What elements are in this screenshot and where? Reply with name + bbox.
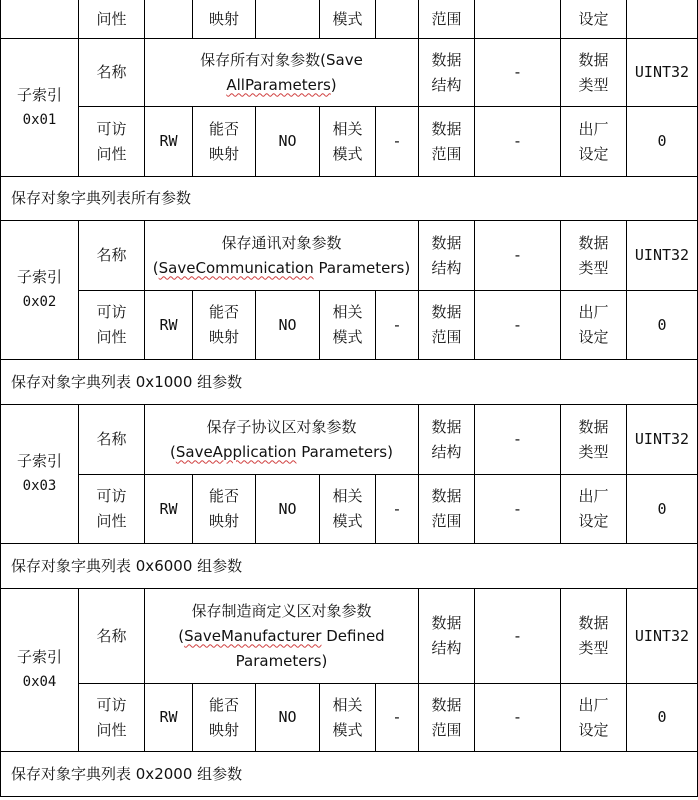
access-label: 可访 问性 <box>79 107 145 177</box>
access-label: 问性 <box>79 0 145 39</box>
object-name: 保存通讯对象参数 (SaveCommunication Parameters) <box>145 221 419 291</box>
default-label: 出厂 设定 <box>561 684 627 752</box>
mode-label: 相关 模式 <box>320 684 376 752</box>
subindex-value: 0x01 <box>22 111 57 128</box>
mode-label: 相关 模式 <box>320 107 376 177</box>
entry-0x04-attr-row <box>1 684 698 752</box>
mapping-label: 能否 映射 <box>193 107 256 177</box>
data-type-value: UINT32 <box>627 39 698 107</box>
data-structure-label: 数据 结构 <box>419 39 475 107</box>
data-structure-value: - <box>475 405 561 475</box>
entry-0x02-attr-row <box>1 291 698 360</box>
default-value: 0 <box>627 107 698 177</box>
data-structure-value: - <box>475 221 561 291</box>
subindex-label: 子索引 <box>16 452 62 470</box>
data-type-label: 数据 类型 <box>561 221 627 291</box>
mapping-value: NO <box>256 107 320 177</box>
entry-0x01-name-row <box>1 39 698 107</box>
range-value: - <box>475 291 561 360</box>
object-name-en: SaveCommunication <box>158 258 314 277</box>
mode-value: - <box>376 684 419 752</box>
data-type-label: 数据 类型 <box>561 589 627 684</box>
mapping-label: 映射 <box>193 0 256 39</box>
name-label: 名称 <box>79 589 145 684</box>
object-name: 保存制造商定义区对象参数 (SaveManufacturer Defined Parameters) <box>145 589 419 684</box>
mode-value: - <box>376 107 419 177</box>
range-label: 数据 范围 <box>419 684 475 752</box>
entry-0x02-description-row <box>1 360 698 405</box>
range-label: 数据 范围 <box>419 475 475 544</box>
entry-description: 保存对象字典列表 0x6000 组参数 <box>1 544 698 589</box>
range-value: - <box>475 107 561 177</box>
object-name-line1: 保存子协议区对象参数 <box>206 417 357 436</box>
entry-0x02-name-row <box>1 221 698 291</box>
data-type-value: UINT32 <box>627 589 698 684</box>
subindex-value: 0x03 <box>22 478 57 494</box>
entry-description: 保存对象字典列表 0x2000 组参数 <box>1 752 698 797</box>
mode-value: - <box>376 291 419 360</box>
object-name-line3: Parameters) <box>235 651 328 670</box>
entry-0x01-attr-row <box>1 107 698 177</box>
entry-0x04-description-row <box>1 752 698 797</box>
data-type-label: 数据 类型 <box>561 39 627 107</box>
range-label: 数据 范围 <box>419 107 475 177</box>
object-name <box>145 39 419 107</box>
object-name-suffix: Parameters) <box>296 442 393 461</box>
subindex-label: 子索引 <box>16 648 62 666</box>
default-value: 0 <box>627 291 698 360</box>
mapping-value: NO <box>256 684 320 752</box>
table-row-top-partial <box>1 0 698 39</box>
subindex-label: 子索引 <box>16 268 62 286</box>
access-label: 可访 问性 <box>79 475 145 544</box>
subindex-cell <box>1 39 79 177</box>
data-structure-label: 数据 结构 <box>419 221 475 291</box>
entry-0x04-name-row <box>1 589 698 684</box>
subindex-value: 0x02 <box>22 294 57 310</box>
mapping-label: 能否 映射 <box>193 291 256 360</box>
object-name-suffix: ) <box>330 75 337 94</box>
entry-0x03-name-row <box>1 405 698 475</box>
mode-label: 相关 模式 <box>320 291 376 360</box>
subindex-label: 子索引 <box>16 85 62 104</box>
mapping-value: NO <box>256 291 320 360</box>
data-type-value: UINT32 <box>627 405 698 475</box>
default-label: 设定 <box>561 0 627 39</box>
range-value: - <box>475 684 561 752</box>
default-value: 0 <box>627 475 698 544</box>
data-type-label: 数据 类型 <box>561 405 627 475</box>
object-name-line1: 保存所有对象参数(Save <box>200 50 363 69</box>
mode-value: - <box>376 475 419 544</box>
data-structure-label: 数据 结构 <box>419 589 475 684</box>
entry-0x01-description-row <box>1 177 698 221</box>
access-value: RW <box>145 107 193 177</box>
access-value: RW <box>145 475 193 544</box>
mode-label: 相关 模式 <box>320 475 376 544</box>
data-structure-value: - <box>475 39 561 107</box>
mapping-value: NO <box>256 475 320 544</box>
default-label: 出厂 设定 <box>561 291 627 360</box>
data-structure-label: 数据 结构 <box>419 405 475 475</box>
object-name-line1: 保存通讯对象参数 <box>221 233 342 252</box>
range-label: 数据 范围 <box>419 291 475 360</box>
name-label: 名称 <box>79 221 145 291</box>
data-type-value: UINT32 <box>627 221 698 291</box>
object-name-en: SaveApplication <box>175 442 297 461</box>
range-label: 范围 <box>419 0 475 39</box>
object-name-suffix: Defined <box>321 626 385 645</box>
access-value: RW <box>145 684 193 752</box>
default-value: 0 <box>627 684 698 752</box>
access-label: 可访 问性 <box>79 291 145 360</box>
mapping-label: 能否 映射 <box>193 475 256 544</box>
object-name-en: SaveManufacturer <box>184 626 322 645</box>
subindex-cell <box>1 405 79 544</box>
object-name-en: AllParameters <box>226 75 331 94</box>
object-name-line1: 保存制造商定义区对象参数 <box>191 601 372 620</box>
data-structure-value: - <box>475 589 561 684</box>
object-name: 保存子协议区对象参数 (SaveApplication Parameters) <box>145 405 419 475</box>
name-label: 名称 <box>79 39 145 107</box>
default-label: 出厂 设定 <box>561 107 627 177</box>
entry-description: 保存对象字典列表所有参数 <box>1 177 698 221</box>
mapping-label: 能否 映射 <box>193 684 256 752</box>
entry-0x03-description-row <box>1 544 698 589</box>
access-label: 可访 问性 <box>79 684 145 752</box>
range-value: - <box>475 475 561 544</box>
default-label: 出厂 设定 <box>561 475 627 544</box>
subindex-cell <box>1 589 79 752</box>
entry-0x03-attr-row <box>1 475 698 544</box>
subindex-cell <box>1 221 79 360</box>
name-label: 名称 <box>79 405 145 475</box>
subindex-value: 0x04 <box>22 674 57 690</box>
object-name-suffix: Parameters) <box>313 258 411 277</box>
access-value: RW <box>145 291 193 360</box>
mode-label: 模式 <box>320 0 376 39</box>
entry-description: 保存对象字典列表 0x1000 组参数 <box>1 360 698 405</box>
